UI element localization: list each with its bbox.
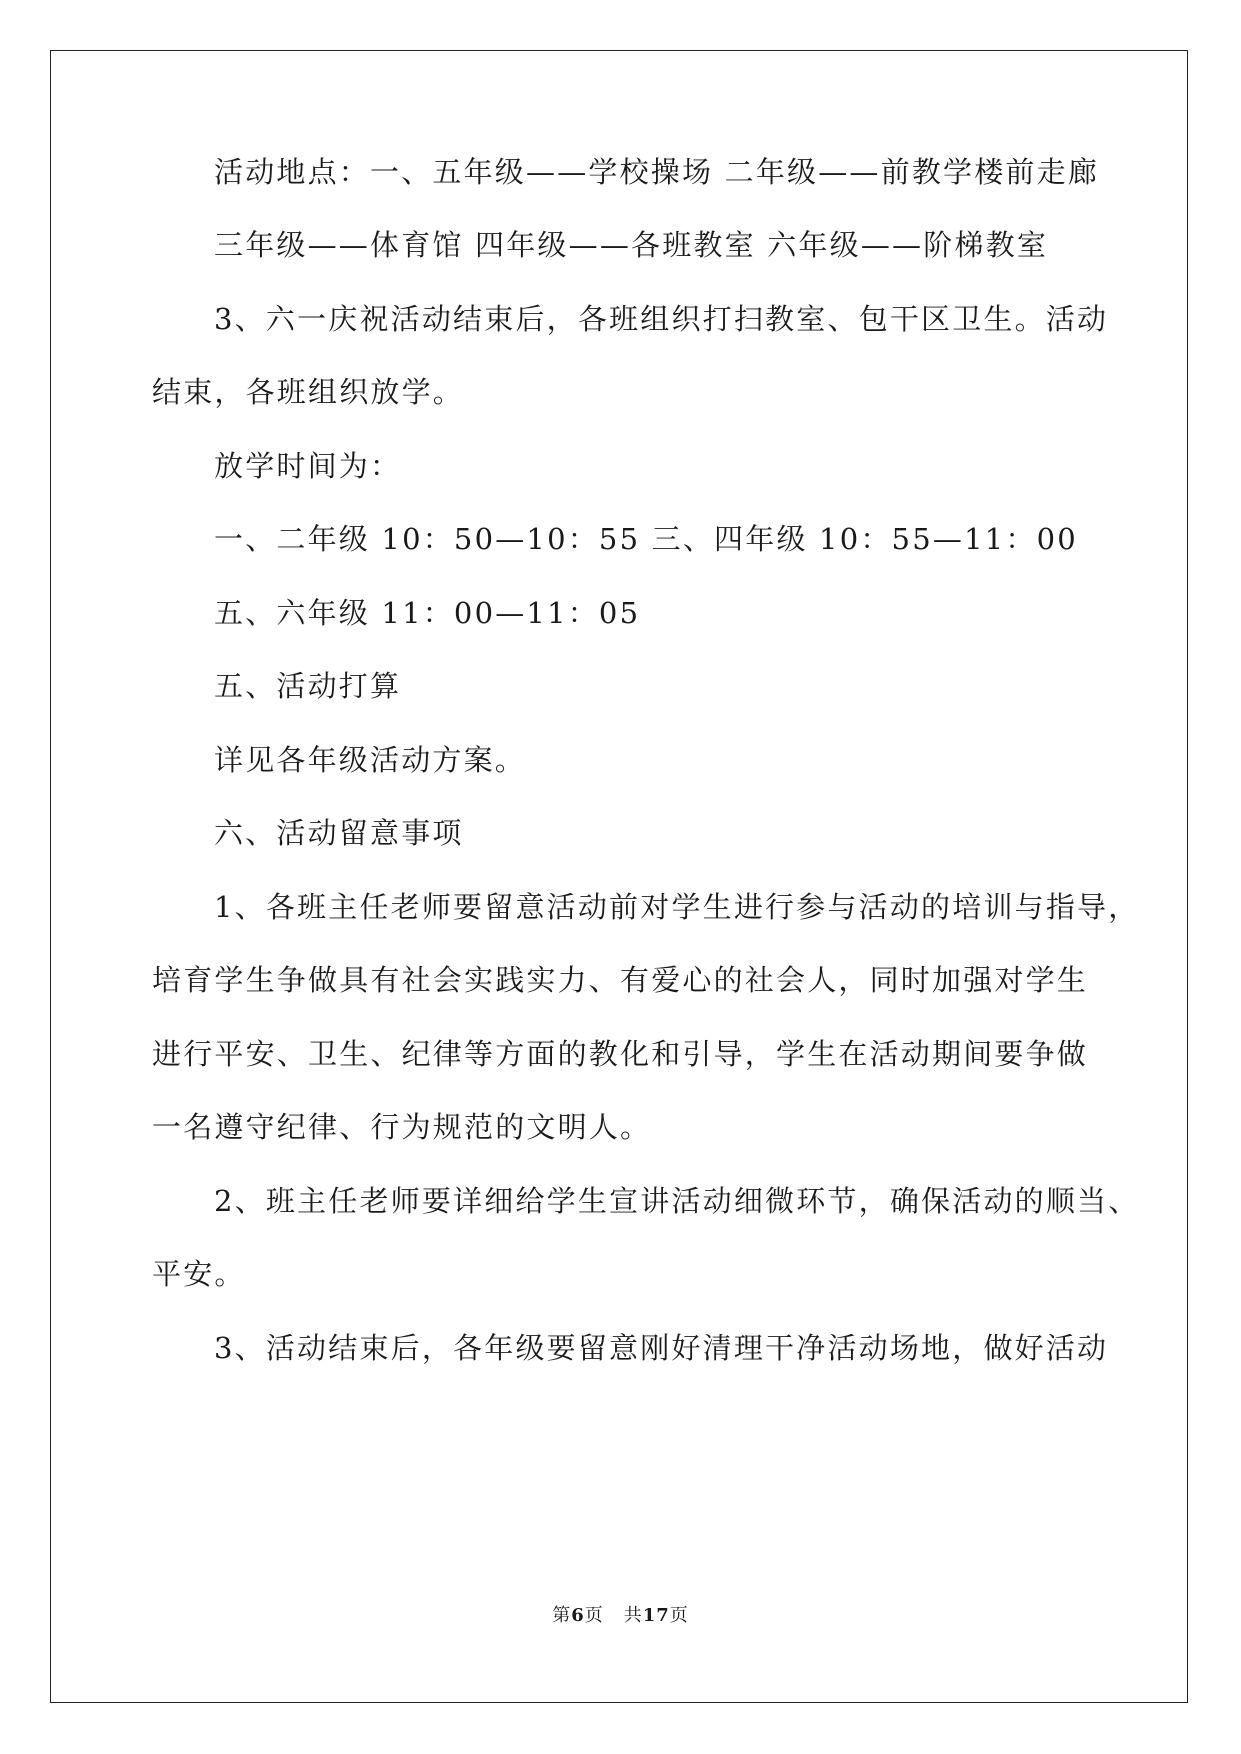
body-line: 三年级——体育馆 四年级——各班教室 六年级——阶梯教室 xyxy=(214,228,1049,262)
body-line: 一、二年级 10：50—10：55 三、四年级 10：55—11：00 xyxy=(214,522,1078,556)
body-line: 进行平安、卫生、纪律等方面的教化和引导，学生在活动期间要争做 xyxy=(152,1037,1089,1071)
footer-total-prefix: 共 xyxy=(623,1605,643,1626)
body-line: 放学时间为： xyxy=(214,449,402,483)
body-line: 3、六一庆祝活动结束后，各班组织打扫教室、包干区卫生。活动 xyxy=(214,302,1109,336)
footer-page-suffix: 页 xyxy=(584,1605,604,1626)
section-heading: 五、活动打算 xyxy=(214,669,402,703)
body-line: 3、活动结束后，各年级要留意刚好清理干净活动场地，做好活动 xyxy=(214,1331,1109,1365)
footer-prefix: 第 xyxy=(552,1605,572,1626)
body-line: 活动地点：一、五年级——学校操场 二年级——前教学楼前走廊 xyxy=(214,155,1100,189)
body-line: 五、六年级 11：00—11：05 xyxy=(214,596,641,630)
current-page-number: 6 xyxy=(571,1605,585,1626)
body-line: 1、各班主任老师要留意活动前对学生进行参与活动的培训与指导， xyxy=(214,890,1140,924)
body-line: 结束，各班组织放学。 xyxy=(152,375,465,409)
body-line: 一名遵守纪律、行为规范的文明人。 xyxy=(152,1110,652,1144)
body-line: 2、班主任老师要详细给学生宣讲活动细微环节，确保活动的顺当、 xyxy=(214,1184,1140,1218)
body-line: 详见各年级活动方案。 xyxy=(214,743,527,777)
footer-total-suffix: 页 xyxy=(669,1605,689,1626)
section-heading: 六、活动留意事项 xyxy=(214,816,464,850)
body-line: 培育学生争做具有社会实践实力、有爱心的社会人，同时加强对学生 xyxy=(152,963,1089,997)
page-footer xyxy=(0,1604,1241,1628)
page-border xyxy=(50,50,1188,1703)
total-page-count: 17 xyxy=(642,1605,670,1626)
body-line: 平安。 xyxy=(152,1257,246,1291)
